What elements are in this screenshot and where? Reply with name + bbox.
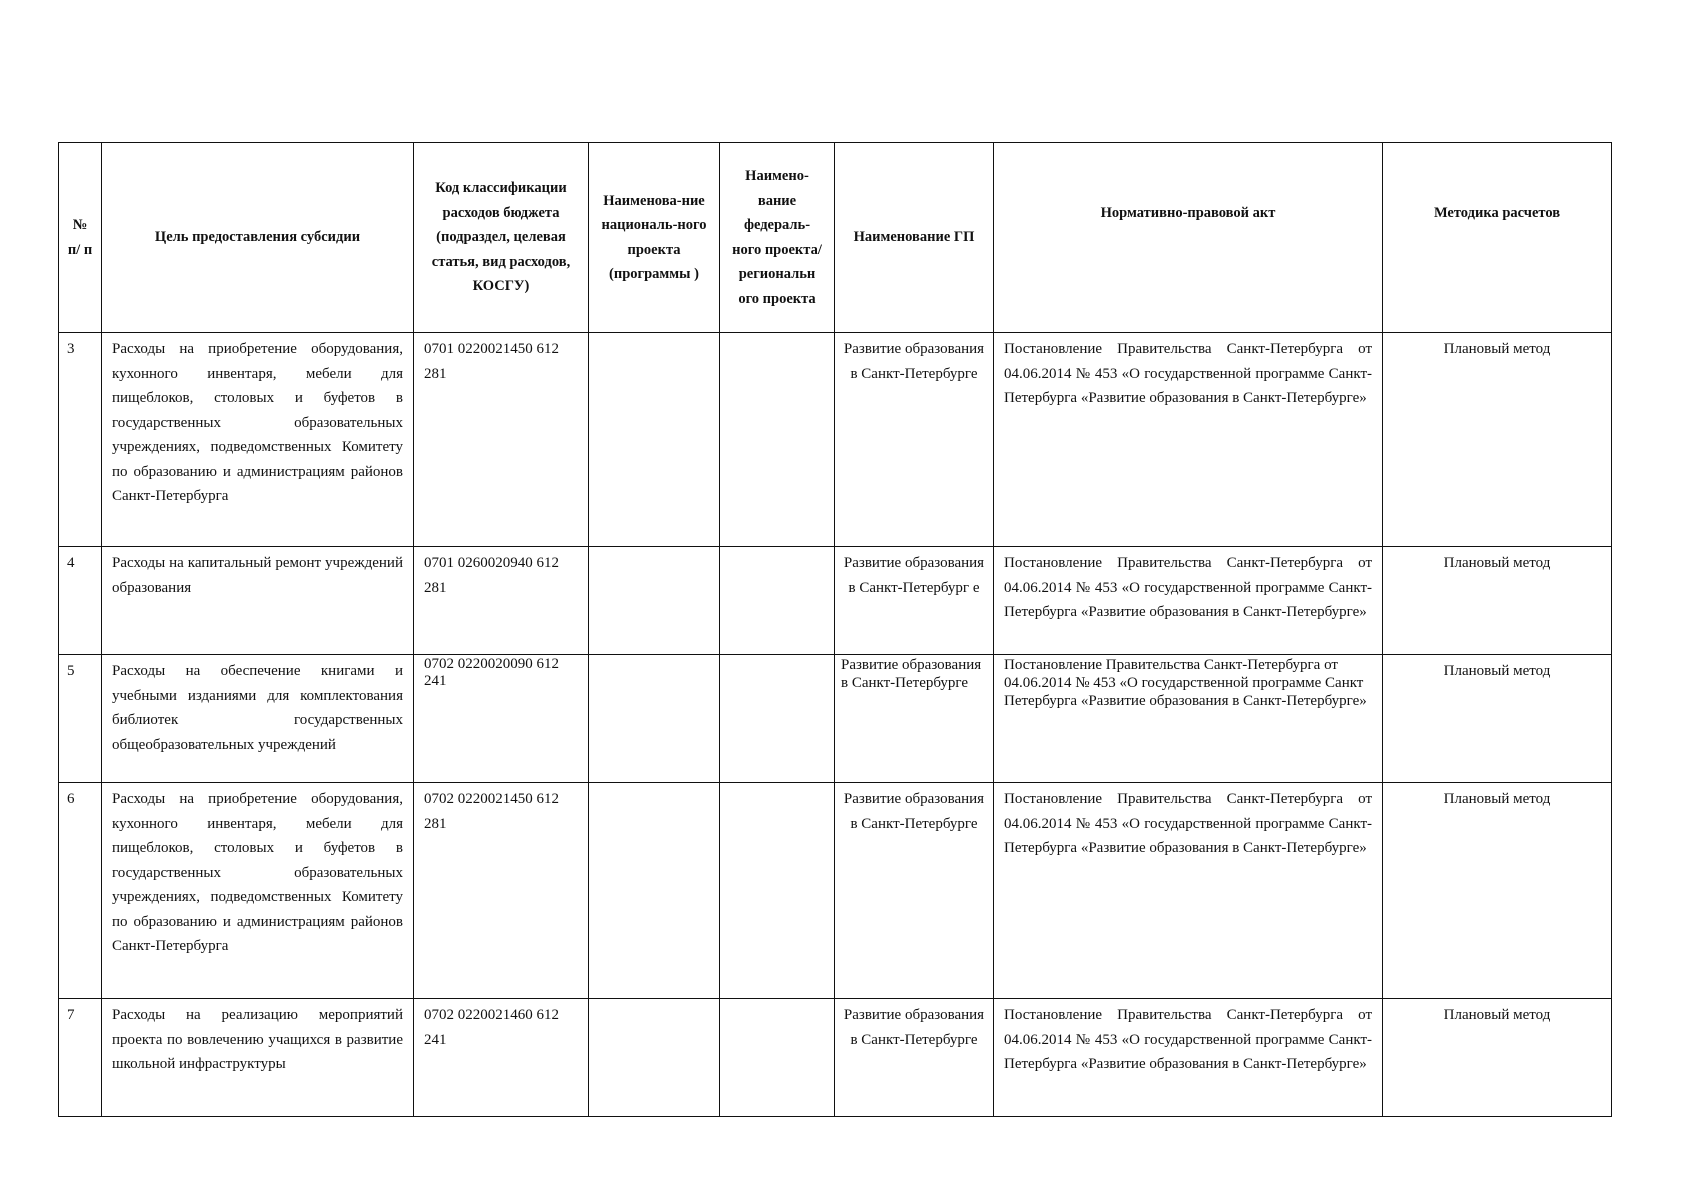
row-num: 5: [59, 655, 102, 783]
row-gp-name: Развитие образования в Санкт-Петербурге: [835, 783, 994, 999]
row-method: Плановый метод: [1383, 547, 1612, 655]
row-method: Плановый метод: [1383, 999, 1612, 1117]
row-national-project: [589, 333, 720, 547]
row-gp-name: Развитие образования в Санкт-Петербурге: [835, 333, 994, 547]
row-method: Плановый метод: [1383, 333, 1612, 547]
row-code: 0701 0260020940 612 281: [414, 547, 589, 655]
row-code: 0702 0220021460 612 241: [414, 999, 589, 1117]
row-legal-act: Постановление Правительства Санкт-Петербурга от 04.06.2014 № 453 «О государственной программе Санкт-Петербурга «Развитие образования в Санкт-Петербурге»: [994, 783, 1383, 999]
row-gp-name: Развитие образования в Санкт-Петербурге: [835, 655, 994, 783]
row-goal: Расходы на приобретение оборудования, кухонного инвентаря, мебели для пищеблоков, столовых и буфетов в государственных образовательных учреждениях, подведомственных Комитету по образованию и администрациям районов Санкт-Петербурга: [102, 333, 414, 547]
table-row: [59, 333, 1612, 547]
table-row: [59, 547, 1612, 655]
header-method: Методика расчетов: [1383, 143, 1612, 333]
header-national-project: Наименова-ние националь-ного проекта (программы ): [589, 143, 720, 333]
row-legal-act: Постановление Правительства Санкт-Петербурга от 04.06.2014 № 453 «О государственной программе Санкт Петербурга «Развитие образования в Санкт-Петербурге»: [994, 655, 1383, 783]
table-header-row: [59, 143, 1612, 333]
header-code: Код классификации расходов бюджета (подраздел, целевая статья, вид расходов, КОСГУ): [414, 143, 589, 333]
row-goal: Расходы на обеспечение книгами и учебными изданиями для комплектования библиотек государственных общеобразовательных учреждений: [102, 655, 414, 783]
row-national-project: [589, 547, 720, 655]
row-goal: Расходы на капитальный ремонт учреждений образования: [102, 547, 414, 655]
row-national-project: [589, 783, 720, 999]
table-row: [59, 783, 1612, 999]
row-federal-project: [720, 999, 835, 1117]
row-code: 0701 0220021450 612 281: [414, 333, 589, 547]
row-gp-name: Развитие образования в Санкт-Петербурге: [835, 999, 994, 1117]
row-federal-project: [720, 783, 835, 999]
table-row: [59, 999, 1612, 1117]
table-row: [59, 655, 1612, 783]
row-code: 0702 0220020090 612 241: [414, 655, 589, 783]
row-federal-project: [720, 655, 835, 783]
row-national-project: [589, 655, 720, 783]
row-num: 7: [59, 999, 102, 1117]
header-num: № п/ п: [59, 143, 102, 333]
row-federal-project: [720, 547, 835, 655]
row-num: 4: [59, 547, 102, 655]
row-legal-act: Постановление Правительства Санкт-Петербурга от 04.06.2014 № 453 «О государственной программе Санкт-Петербурга «Развитие образования в Санкт-Петербурге»: [994, 333, 1383, 547]
row-gp-name: Развитие образования в Санкт-Петербург е: [835, 547, 994, 655]
row-num: 6: [59, 783, 102, 999]
row-num: 3: [59, 333, 102, 547]
subsidy-table: [58, 142, 1612, 1117]
row-goal: Расходы на приобретение оборудования, кухонного инвентаря, мебели для пищеблоков, столовых и буфетов в государственных образовательных учреждениях, подведомственных Комитету по образованию и администрациям районов Санкт-Петербурга: [102, 783, 414, 999]
row-method: Плановый метод: [1383, 783, 1612, 999]
row-method: Плановый метод: [1383, 655, 1612, 783]
header-legal-act: Нормативно-правовой акт: [994, 143, 1383, 333]
header-federal-project: Наимено-вание федераль-ного проекта/ региональн ого проекта: [720, 143, 835, 333]
row-code: 0702 0220021450 612 281: [414, 783, 589, 999]
row-national-project: [589, 999, 720, 1117]
row-legal-act: Постановление Правительства Санкт-Петербурга от 04.06.2014 № 453 «О государственной программе Санкт-Петербурга «Развитие образования в Санкт-Петербурге»: [994, 547, 1383, 655]
header-goal: Цель предоставления субсидии: [102, 143, 414, 333]
header-gp-name: Наименование ГП: [835, 143, 994, 333]
row-federal-project: [720, 333, 835, 547]
row-goal: Расходы на реализацию мероприятий проекта по вовлечению учащихся в развитие школьной инфраструктуры: [102, 999, 414, 1117]
row-legal-act: Постановление Правительства Санкт-Петербурга от 04.06.2014 № 453 «О государственной программе Санкт-Петербурга «Развитие образования в Санкт-Петербурге»: [994, 999, 1383, 1117]
